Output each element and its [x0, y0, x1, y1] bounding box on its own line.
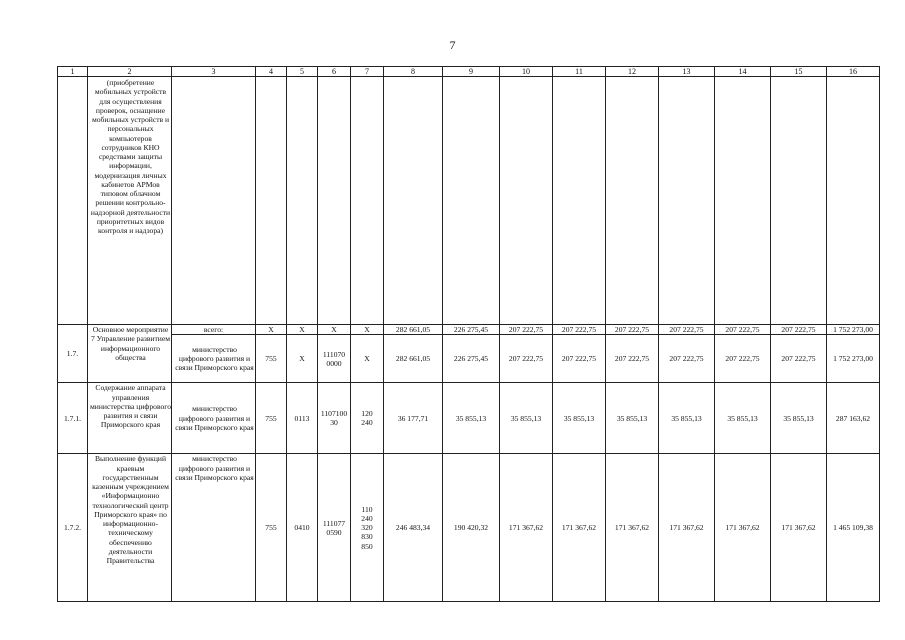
col-header: 9 [443, 67, 500, 77]
row-number: 1.7.2. [58, 454, 88, 602]
cell-rzpr: 0410 [287, 454, 318, 602]
value-cell: 207 222,75 [553, 335, 606, 383]
cell [287, 77, 318, 325]
col-header: 8 [384, 67, 443, 77]
value-cell: 1 752 273,00 [827, 325, 880, 335]
col-header: 10 [500, 67, 553, 77]
cell-rzpr: X [287, 325, 318, 335]
value-cell: 35 855,13 [771, 383, 827, 454]
value-cell: 226 275,45 [443, 325, 500, 335]
cell [606, 77, 659, 325]
value-cell: 287 163,62 [827, 383, 880, 454]
event-name: Содержание аппарата управления министерства цифрового развития и связи Приморского края [88, 383, 172, 454]
value-cell: 35 855,13 [606, 383, 659, 454]
value-cell: 171 367,62 [553, 454, 606, 602]
cell [500, 77, 553, 325]
cell [443, 77, 500, 325]
table-row [58, 454, 880, 602]
executor: министерство цифрового развития и связи Приморского края [172, 383, 256, 454]
cell-rzpr: X [287, 335, 318, 383]
value-cell: 35 855,13 [443, 383, 500, 454]
value-cell: 207 222,75 [771, 325, 827, 335]
header-row [58, 67, 880, 77]
value-cell: 1 465 109,38 [827, 454, 880, 602]
value-cell: 171 367,62 [606, 454, 659, 602]
value-cell: 35 855,13 [553, 383, 606, 454]
cell-grbs: 755 [256, 383, 287, 454]
value-cell: 35 855,13 [500, 383, 553, 454]
cell-vr: X [351, 325, 384, 335]
cell [351, 77, 384, 325]
value-cell: 207 222,75 [715, 325, 771, 335]
cell-csr: 111077 0590 [318, 454, 351, 602]
row-number: 1.7.1. [58, 383, 88, 454]
value-cell: 190 420,32 [443, 454, 500, 602]
value-cell: 35 855,13 [659, 383, 715, 454]
value-cell: 207 222,75 [553, 325, 606, 335]
value-cell: 207 222,75 [659, 325, 715, 335]
value-cell: 207 222,75 [500, 335, 553, 383]
col-header: 12 [606, 67, 659, 77]
table-row [58, 325, 880, 335]
continuation-text: (приобретение мобильных устройств для осуществления проверок, оснащение мобильных устройств и персональных компьютеров сотрудников КНО средствами защиты информации, модернизация личных кабинетов АРМов типовом облачном решении контрольно-надзорной деятельности приоритетных видов контроля и надзора) [88, 77, 172, 325]
col-header: 13 [659, 67, 715, 77]
value-cell: 35 855,13 [715, 383, 771, 454]
executor: министерство цифрового развития и связи Приморского края [172, 335, 256, 383]
cell-csr: 111070 0000 [318, 335, 351, 383]
value-cell: 207 222,75 [606, 335, 659, 383]
row-number: 1.7. [58, 325, 88, 383]
value-cell: 207 222,75 [715, 335, 771, 383]
col-header: 3 [172, 67, 256, 77]
cell-rzpr: 0113 [287, 383, 318, 454]
value-cell: 207 222,75 [771, 335, 827, 383]
value-cell: 171 367,62 [715, 454, 771, 602]
col-header: 16 [827, 67, 880, 77]
col-header: 7 [351, 67, 384, 77]
cell [659, 77, 715, 325]
col-header: 5 [287, 67, 318, 77]
value-cell: 207 222,75 [659, 335, 715, 383]
value-cell: 282 661,05 [384, 335, 443, 383]
col-header: 6 [318, 67, 351, 77]
page-number: 7 [449, 38, 456, 52]
value-cell: 282 661,05 [384, 325, 443, 335]
table-row [58, 383, 880, 454]
cell [771, 77, 827, 325]
cell-csr: 1107100 30 [318, 383, 351, 454]
budget-table [57, 66, 880, 602]
cell [172, 77, 256, 325]
value-cell: 1 752 273,00 [827, 335, 880, 383]
event-name: Выполнение функций краевым государственным казенным учреждением «Информационно технологический центр Приморского края» по информационно-техническому обеспечению деятельности Правительства [88, 454, 172, 602]
value-cell: 207 222,75 [606, 325, 659, 335]
value-cell: 36 177,71 [384, 383, 443, 454]
cell [827, 77, 880, 325]
cell [384, 77, 443, 325]
col-header: 1 [58, 67, 88, 77]
col-header: 11 [553, 67, 606, 77]
cell-grbs: 755 [256, 335, 287, 383]
table-row [58, 335, 880, 383]
value-cell: 226 275,45 [443, 335, 500, 383]
executor-total: всего: [172, 325, 256, 335]
value-cell: 171 367,62 [659, 454, 715, 602]
value-cell: 207 222,75 [500, 325, 553, 335]
cell [715, 77, 771, 325]
col-header: 15 [771, 67, 827, 77]
cell [256, 77, 287, 325]
cell-grbs: X [256, 325, 287, 335]
value-cell: 171 367,62 [500, 454, 553, 602]
col-header: 4 [256, 67, 287, 77]
cell-vr: 120 240 [351, 383, 384, 454]
cell-grbs: 755 [256, 454, 287, 602]
event-name: Основное мероприятие 7 Управление развитием информационного общества [88, 325, 172, 383]
value-cell: 171 367,62 [771, 454, 827, 602]
cell [58, 77, 88, 325]
table-row [58, 77, 880, 325]
cell-csr: X [318, 325, 351, 335]
cell-vr: X [351, 335, 384, 383]
col-header: 14 [715, 67, 771, 77]
cell [553, 77, 606, 325]
value-cell: 246 483,34 [384, 454, 443, 602]
col-header: 2 [88, 67, 172, 77]
executor: министерство цифрового развития и связи Приморского края [172, 454, 256, 602]
cell [318, 77, 351, 325]
cell-vr: 110 240 320 830 850 [351, 454, 384, 602]
